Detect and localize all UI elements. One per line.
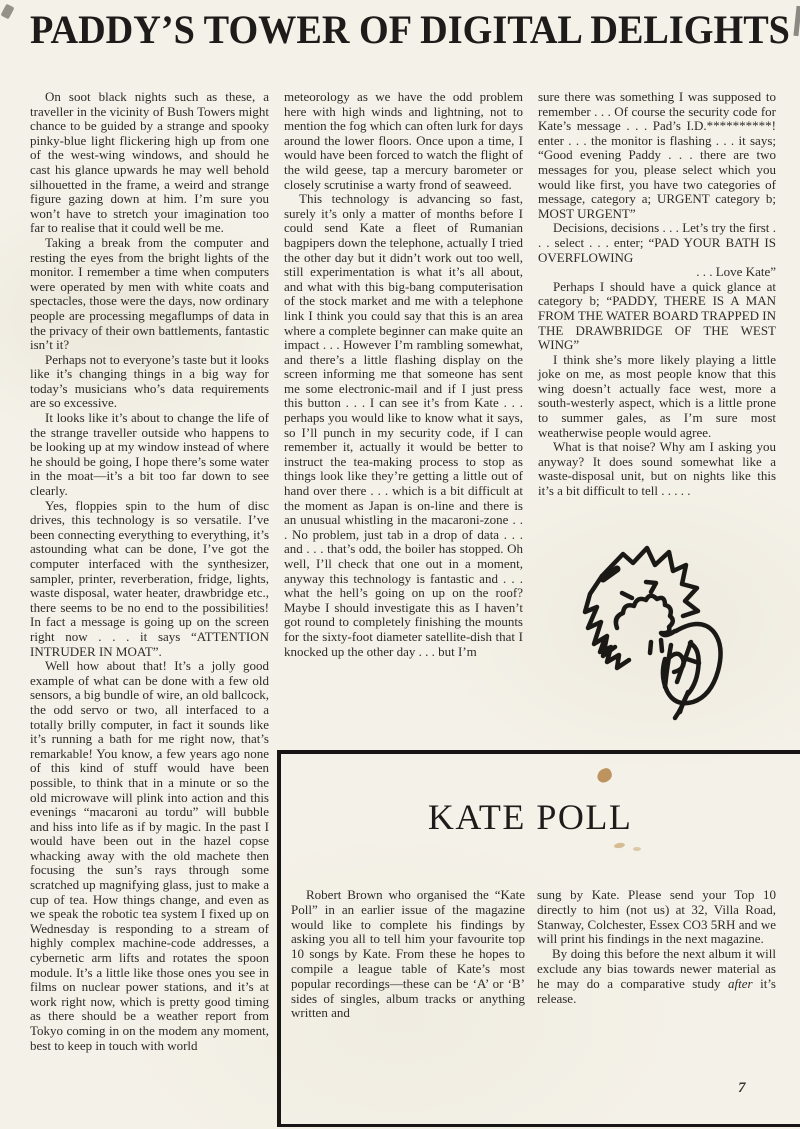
paragraph — [537, 947, 776, 1006]
scan-artifact-top-right — [793, 6, 800, 36]
paragraph: Yes, floppies spin to the hum of disc drives, this technology is so versatile. I’ve been connecting everything to everything, it’s astounding what can be done, I’ve got the computer interfaced with the synthesizer, sampler, printer, reverberation, fridge, lights, waste disposal, water heater, drawbridge etc., there seems to be no end to the possibilities! In fact a message is going up on the screen right now . . . it says “ATTENTION INTRUDER IN MOAT”. — [30, 497, 269, 659]
paragraph: meteorology as we have the odd problem here with high winds and lightning, not to mention the fog which can often lurk for days around the lower floors. Once upon a time, I would have been forced to watch the flight of the wild geese, tap a mercury barometer or closely scrutinise a warty frond of seaweed. — [284, 89, 523, 192]
paragraph: sure there was something I was supposed to remember . . . Of course the security code for Kate’s message . . . Pad’s I.D.**********! enter . . . the monitor is flashing . . . it says; “Good evening Paddy . . . there are two messages for you, please select which you would like first, you have two categories of message, category a; URGENT category b; MOST URGENT” — [538, 89, 776, 221]
paragraph: On soot black nights such as these, a traveller in the vicinity of Bush Towers might chance to be guided by a strange and spooky pinky-blue light flickering high up from one of the west-wing windows, and should he cast his glance upwards he may well behold silhouetted in the frame, a weird and strange figure gazing down at him. I’m sure you won’t have to stretch your imagination too far to realise that it could well be me. — [30, 89, 269, 236]
scan-artifact-top-left — [0, 4, 14, 20]
page-title: PADDY’S TOWER OF DIGITAL DELIGHTS — [30, 7, 790, 52]
paragraph: I think she’s more likely playing a little joke on me, as most people know that this wing doesn’t actually face west, more a south-westerly aspect, which is a little prone to summer gales, as I’m sure most weatherwise people would agree. — [538, 351, 776, 440]
kate-poll-column-2 — [537, 888, 776, 1006]
paragraph: This technology is advancing so fast, surely it’s only a matter of months before I could send Kate a fleet of Rumanian bagpipers down the telephone, actually I tried the other day but it didn’t work out too well, still experimentation is what it’s all about, and what with this big-bang computerisation of the stock market and me with a telephone link I think you could say that this is an area where a complete beginner can make quite an impact . . . However I’m rambling somewhat, and there’s a little flashing display on the screen informing me that someone has sent me some electronic-mail and if I just press this button . . . I can see it’s from Kate . . . perhaps you would like to know what it says, so I’ll punch in my security code, if I can remember it, actually it would be better to instruct the tea-making process to stop as things look like they’re getting a little out of hand over there . . . which is a bit difficult at the moment as Japan is on-line and there is an unusual whistling in the macaroni-zone . . . No problem, just tab in a drop of data . . . and . . . that’s odd, the boiler has stopped. Oh well, I’ll check that one out in a moment, anyway this technology is fantastic and . . . what the hell’s going on up on the roof? Maybe I should investigate this as I haven’t got round to completely finishing the mounts for the sixty-foot diameter satellite-dish that I knocked up the other day . . . but I’m — [284, 191, 523, 659]
paragraph: Well how about that! It’s a jolly good example of what can be done with a few old sensors, a big bundle of wire, an old ballcock, the odd servo or two, all interfaced to a totally brilly computer, in fact it sounds like it’s running a bath for me right now, that’s remarkable! You know, a few years ago none of this kind of stuff would have been possible, to think that in a minute or so the old microwave will plink into action and this evenings “macaroni au tordu” will bubble and hiss into life as if by magic. In the past I would have been out in the hazel copse whacking away with the old machete then focusing the sun’s rays through some scratched up magnifying glass, just to make a cup of tea. How things change, and even as we speak the robotic tea system I fixed up on Wednesday is responding to a stream of highly complex machine-code addresses, a cybernetic arm lifts and rotates the spoon module. It’s a little like those ones you see in films on nuclear power stations, and it’s at work right now, which is pretty good timing as there should be a weather report from Tokyo coming in on the modem any moment, best to keep in touch with world — [30, 658, 269, 1053]
page-number: 7 — [738, 1080, 746, 1096]
paragraph: Decisions, decisions . . . Let’s try the first . . . select . . . enter; “PAD YOUR BATH IS OVERFLOWING — [538, 220, 776, 265]
paragraph: What is that noise? Why am I asking you anyway? It does sound somewhat like a waste-disposal unit, but on nights like this it’s a bit difficult to tell . . . . . — [538, 439, 776, 499]
article-column-1 — [30, 90, 269, 1053]
paragraph: sung by Kate. Please send your Top 10 directly to him (not us) at 32, Villa Road, Stanway, Colchester, Essex CO3 5RH and we will print his findings in the next magazine. — [537, 887, 776, 947]
paragraph: Robert Brown who organised the “Kate Poll” in an earlier issue of the magazine would like to complete his findings by asking you all to tell him your favourite top 10 songs by Kate. From these he hopes to compile a league table of Kate’s most popular recordings—these can be ‘A’ or ‘B’ sides of singles, album tracks or anything written and — [291, 887, 525, 1021]
paragraph-text: By doing this before the next album it will exclude any bias towards newer material as he may do a comparative study — [537, 946, 776, 991]
article-column-3 — [538, 90, 776, 499]
article-column-2 — [284, 90, 523, 659]
love-kate-signoff: . . . Love Kate” — [696, 264, 776, 280]
italic-word: after — [728, 975, 753, 991]
paragraph: Taking a break from the computer and resting the eyes from the bright lights of the monitor. I remember a time when computers were operated by men with white coats and spectacles, those were the days, now ordinary people are processing megaflumps of data in the privacy of their own battlements, fantastic isn’t it? — [30, 234, 269, 353]
paragraph: Perhaps I should have a quick glance at category b; “PADDY, THERE IS A MAN FROM THE WATER BOARD TRAPPED IN THE DRAWBRIDGE OF THE WEST WING” — [538, 278, 777, 353]
kate-poll-heading: KATE POLL — [427, 797, 633, 837]
kate-poll-column-1 — [291, 888, 525, 1021]
paragraph: It looks like it’s about to change the life of the strange traveller outside who happens to be looking up at my window instead of where he should be going, I hope there’s some water in the moat—it’s a bit too far down to see clearly. — [30, 410, 269, 499]
kate-poll-box — [277, 750, 800, 1127]
paragraph: Perhaps not to everyone’s taste but it looks like it’s changing things in a big way for today’s musicians who’s data requirements are so excessive. — [30, 351, 269, 411]
paddy-face-doodle-icon — [572, 532, 782, 732]
paper-stain — [633, 847, 641, 851]
paragraph-text: it’s release. — [537, 975, 776, 1006]
